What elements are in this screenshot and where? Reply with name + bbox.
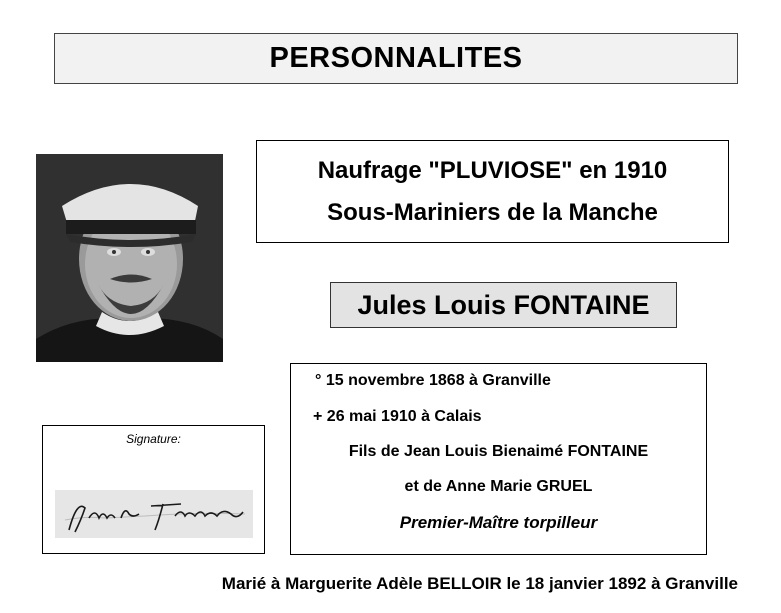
mother-info: et de Anne Marie GRUEL (404, 478, 593, 495)
event-box (256, 140, 729, 243)
signature-image (55, 490, 253, 538)
person-name-box (330, 282, 677, 328)
event-subtitle: Sous-Mariniers de la Manche (327, 198, 658, 226)
signature-label: Signature: (126, 432, 181, 446)
marriage-info: Marié à Marguerite Adèle BELLOIR le 18 janvier 1892 à Granville (221, 574, 738, 593)
handwritten-signature (55, 490, 253, 538)
page-title-box (54, 33, 738, 84)
event-title: Naufrage "PLUVIOSE" en 1910 (317, 156, 668, 184)
page-title: PERSONNALITES (269, 42, 523, 74)
signature-box (42, 425, 265, 554)
biography-box (290, 363, 707, 555)
death-date: + 26 mai 1910 à Calais (313, 408, 482, 425)
birth-date: ° 15 novembre 1868 à Granville (315, 372, 551, 389)
person-name: Jules Louis FONTAINE (357, 289, 650, 320)
portrait-image (36, 154, 223, 362)
rank-title: Premier-Maître torpilleur (399, 513, 598, 532)
father-info: Fils de Jean Louis Bienaimé FONTAINE (348, 443, 649, 460)
portrait-photo (36, 154, 223, 362)
